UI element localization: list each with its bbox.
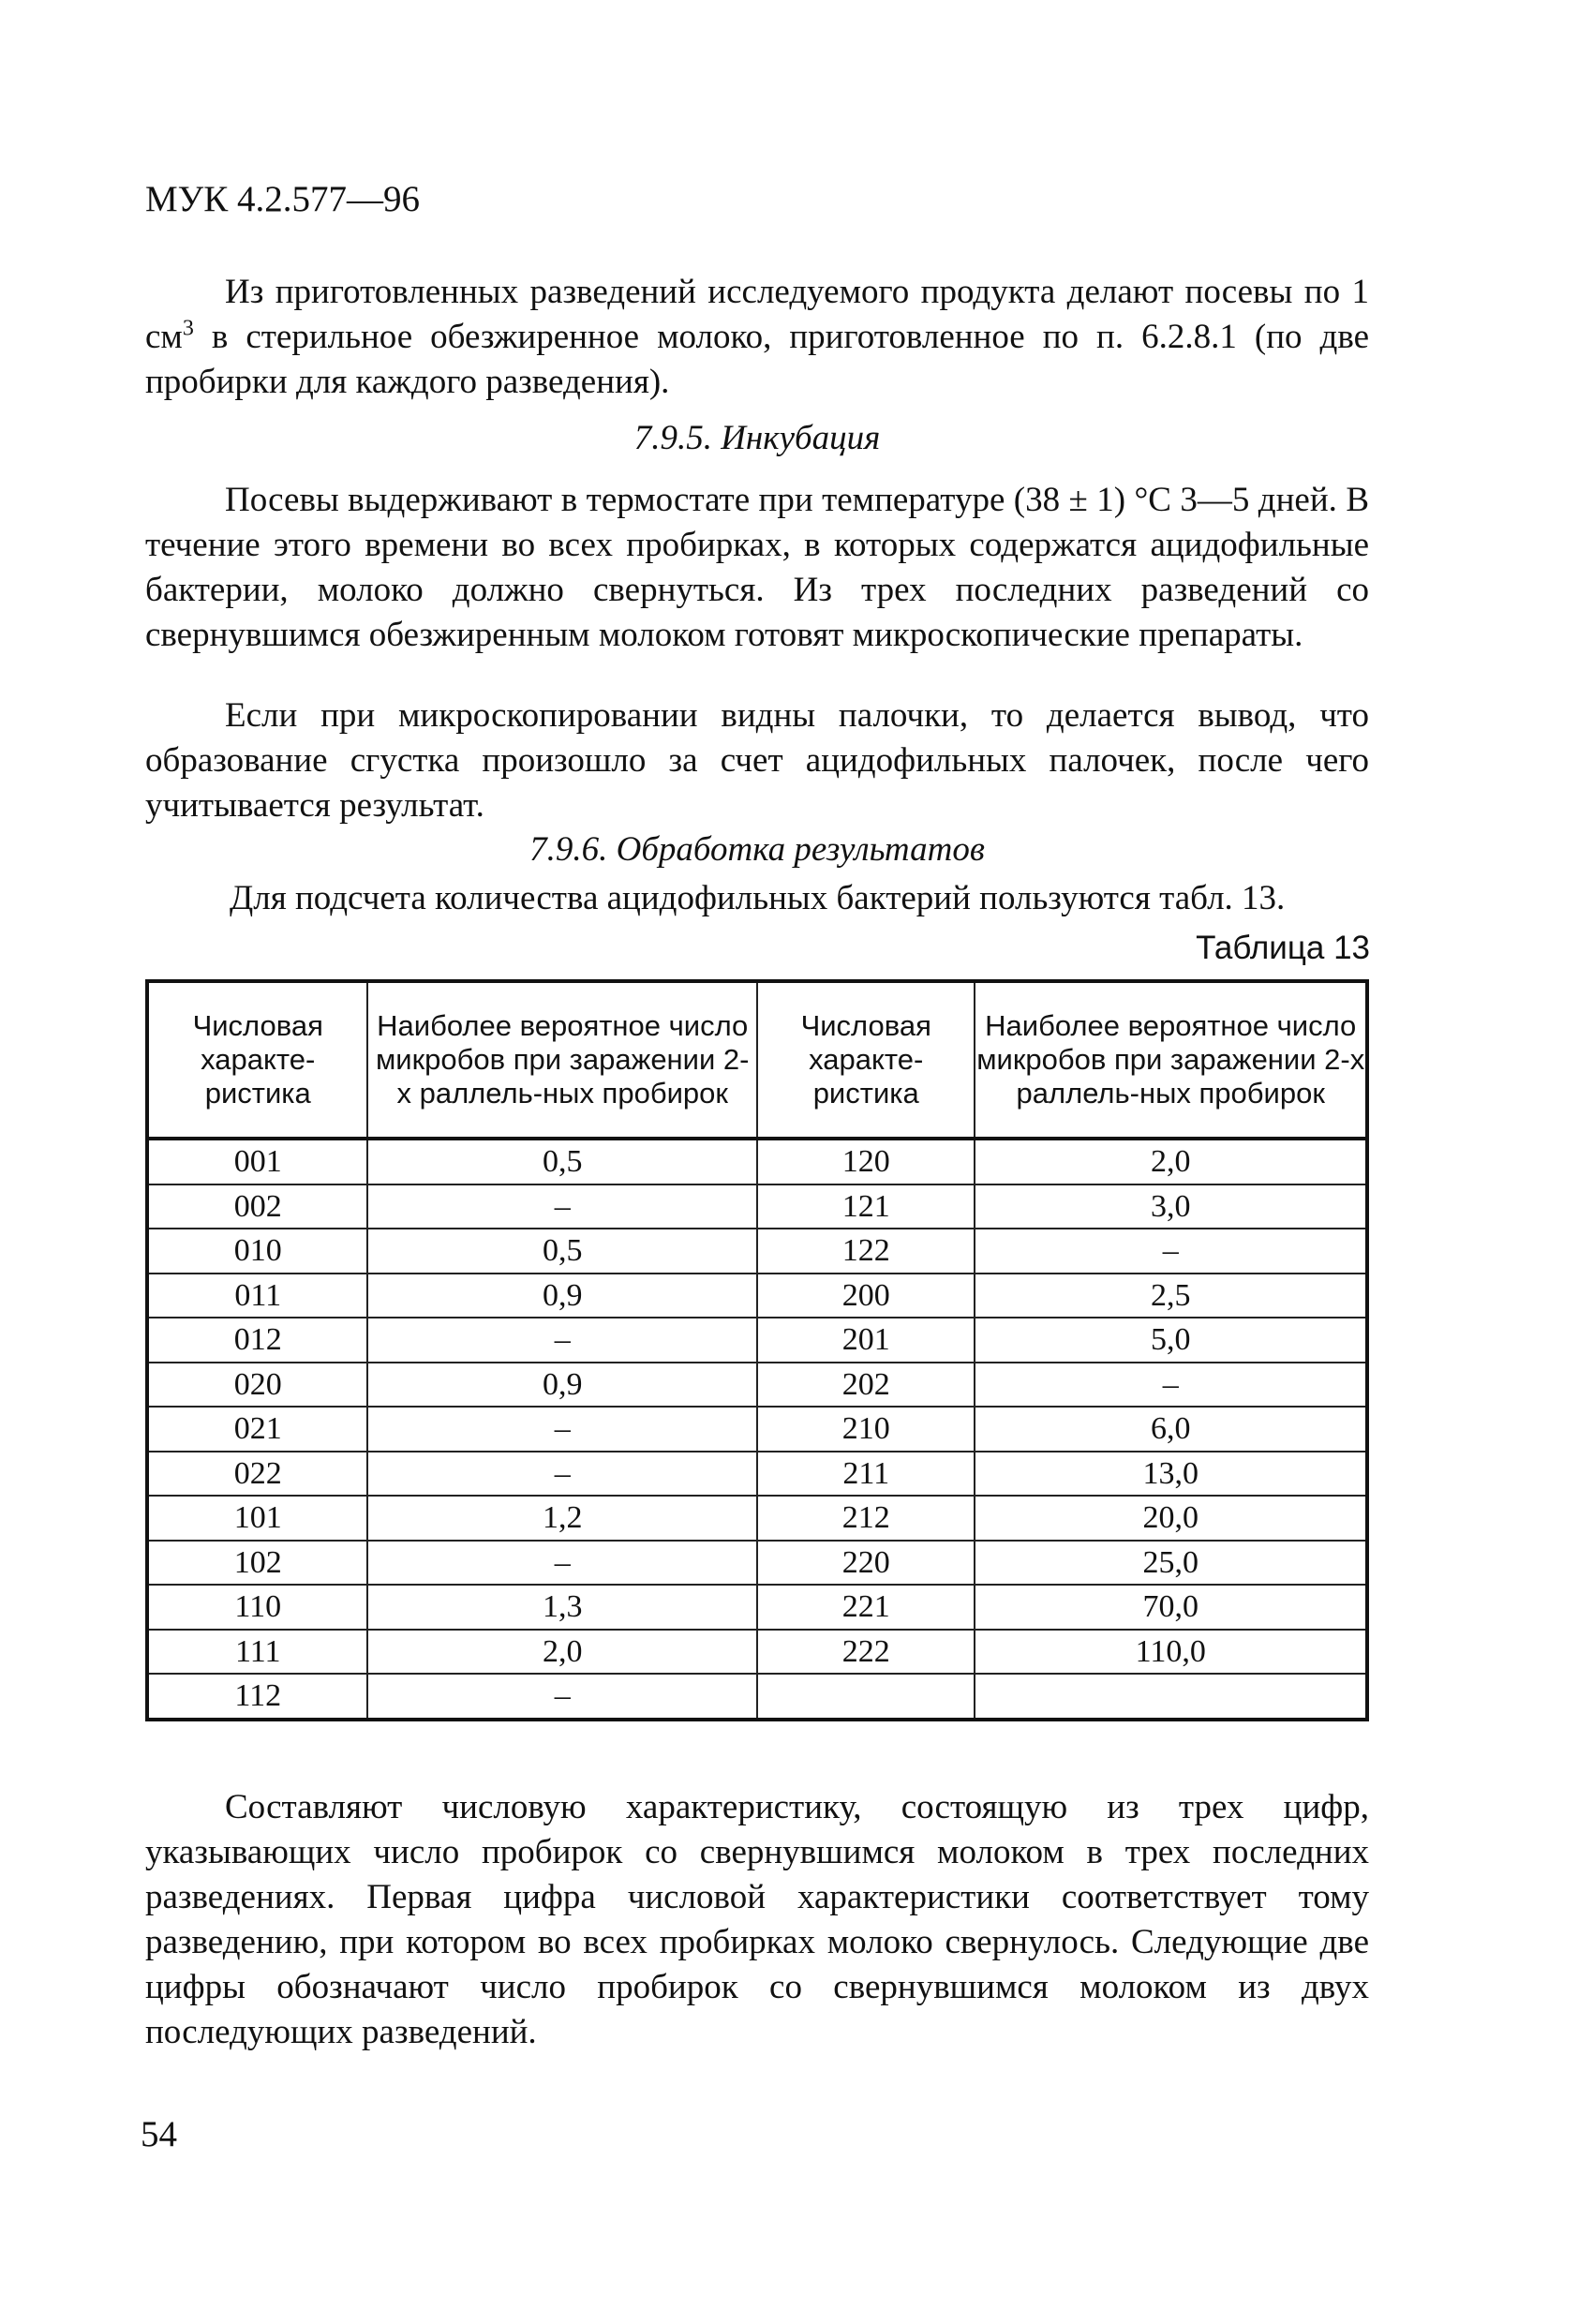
table-header-row [147, 981, 1367, 1139]
table-cell: 0,9 [367, 1363, 757, 1408]
table-cell: 25,0 [975, 1541, 1367, 1586]
table-row [147, 1541, 1367, 1586]
table-cell: – [367, 1407, 757, 1452]
table-cell: 012 [147, 1318, 367, 1363]
table-cell: 2,0 [975, 1139, 1367, 1184]
paragraph-incubation: Посевы выдерживают в термостате при температуре (38 ± 1) °С 3—5 дней. В течение этого времени во всех пробирках, в которых содержатся ацидофильные бактерии, молоко должно свернуться. Из трех последних разведений со свернувшимся обезжиренным молоком готовят микроскопические препараты. [145, 481, 1369, 654]
table-cell: 2,5 [975, 1274, 1367, 1318]
table-cell: 202 [757, 1363, 975, 1408]
table-row [147, 1585, 1367, 1630]
header-characteristic-2: Числовая характе-ристика [757, 981, 975, 1139]
table-cell: 0,5 [367, 1229, 757, 1274]
table-cell: 001 [147, 1139, 367, 1184]
table-row [147, 1363, 1367, 1408]
header-probable-count-2: Наиболее вероятное число микробов при заражении 2-х раллель-ных пробирок [975, 981, 1367, 1139]
table-cell: 211 [757, 1452, 975, 1497]
table-row [147, 1318, 1367, 1363]
table-cell: 021 [147, 1407, 367, 1452]
table-cell: 020 [147, 1363, 367, 1408]
paragraph-inoculation [145, 270, 1369, 405]
table-cell: 13,0 [975, 1452, 1367, 1497]
table-row [147, 1674, 1367, 1720]
superscript-3: 3 [182, 316, 194, 341]
table-row [147, 1229, 1367, 1274]
table-cell: 221 [757, 1585, 975, 1630]
page-number: 54 [141, 2114, 177, 2154]
table-cell: 120 [757, 1139, 975, 1184]
table-row [147, 1184, 1367, 1229]
table-cell: 0,9 [367, 1274, 757, 1318]
table-cell: – [367, 1318, 757, 1363]
table-cell: 2,0 [367, 1630, 757, 1675]
table-cell: 1,3 [367, 1585, 757, 1630]
paragraph-table-reference: Для подсчета количества ацидофильных бактерий пользуются табл. 13. [230, 879, 1286, 917]
paragraph-inoculation-text-a: Из приготовленных разведений исследуемого продукта делают посевы по 1 см [145, 273, 1369, 356]
table-cell: 111 [147, 1630, 367, 1675]
table-row [147, 1630, 1367, 1675]
paragraph-inoculation-text-b: в стерильное обезжиренное молоко, приготовленное по п. 6.2.8.1 (по две пробирки для каждого разведения). [145, 318, 1369, 401]
table-cell: 022 [147, 1452, 367, 1497]
table-cell: 212 [757, 1496, 975, 1541]
table-cell: – [367, 1674, 757, 1720]
table-row [147, 1452, 1367, 1497]
table-cell [975, 1674, 1367, 1720]
paragraph-microscopy: Если при микроскопировании видны палочки, то делается вывод, что образование сгустка произошло за счет ацидофильных палочек, после чего учитывается результат. [145, 696, 1369, 825]
table-cell: 101 [147, 1496, 367, 1541]
table-cell: 70,0 [975, 1585, 1367, 1630]
table-cell: 011 [147, 1274, 367, 1318]
table-cell: – [975, 1363, 1367, 1408]
document-code: МУК 4.2.577—96 [145, 179, 421, 219]
table-cell: 1,2 [367, 1496, 757, 1541]
table-cell: 6,0 [975, 1407, 1367, 1452]
table-cell: 112 [147, 1674, 367, 1720]
table-cell: 122 [757, 1229, 975, 1274]
table-cell: 010 [147, 1229, 367, 1274]
table-row [147, 1139, 1367, 1184]
results-table [145, 979, 1369, 1721]
table-cell: 121 [757, 1184, 975, 1229]
table-cell: 210 [757, 1407, 975, 1452]
table-cell: 5,0 [975, 1318, 1367, 1363]
table-body [147, 1139, 1367, 1720]
header-characteristic-1: Числовая характе-ристика [147, 981, 367, 1139]
table-cell: – [367, 1452, 757, 1497]
table-cell: 20,0 [975, 1496, 1367, 1541]
subheading-results: 7.9.6. Обработка результатов [529, 830, 985, 869]
table-cell: 201 [757, 1318, 975, 1363]
header-probable-count-1: Наиболее вероятное число микробов при заражении 2-х раллель-ных пробирок [367, 981, 757, 1139]
table-cell: 3,0 [975, 1184, 1367, 1229]
table-cell: 110 [147, 1585, 367, 1630]
table-row [147, 1496, 1367, 1541]
table-cell: – [367, 1541, 757, 1586]
table-cell [757, 1674, 975, 1720]
table-cell: 200 [757, 1274, 975, 1318]
table-cell: 222 [757, 1630, 975, 1675]
table-cell: 0,5 [367, 1139, 757, 1184]
table-row [147, 1274, 1367, 1318]
table-cell: 110,0 [975, 1630, 1367, 1675]
paragraph-characteristic: Составляют числовую характеристику, состоящую из трех цифр, указывающих число пробирок со свернувшимся молоком в трех последних разведениях. Первая цифра числовой характеристики соответствует тому разведению, при котором во всех пробирках молоко свернулось. Следующие две цифры обозначают число пробирок со свернувшимся молоком из двух последующих разведений. [145, 1788, 1369, 2051]
subheading-incubation: 7.9.5. Инкубация [633, 419, 881, 457]
table-cell: 102 [147, 1541, 367, 1586]
table-cell: – [367, 1184, 757, 1229]
table-cell: 220 [757, 1541, 975, 1586]
table-cell: 002 [147, 1184, 367, 1229]
table-row [147, 1407, 1367, 1452]
table-caption: Таблица 13 [1196, 930, 1370, 966]
table-cell: – [975, 1229, 1367, 1274]
